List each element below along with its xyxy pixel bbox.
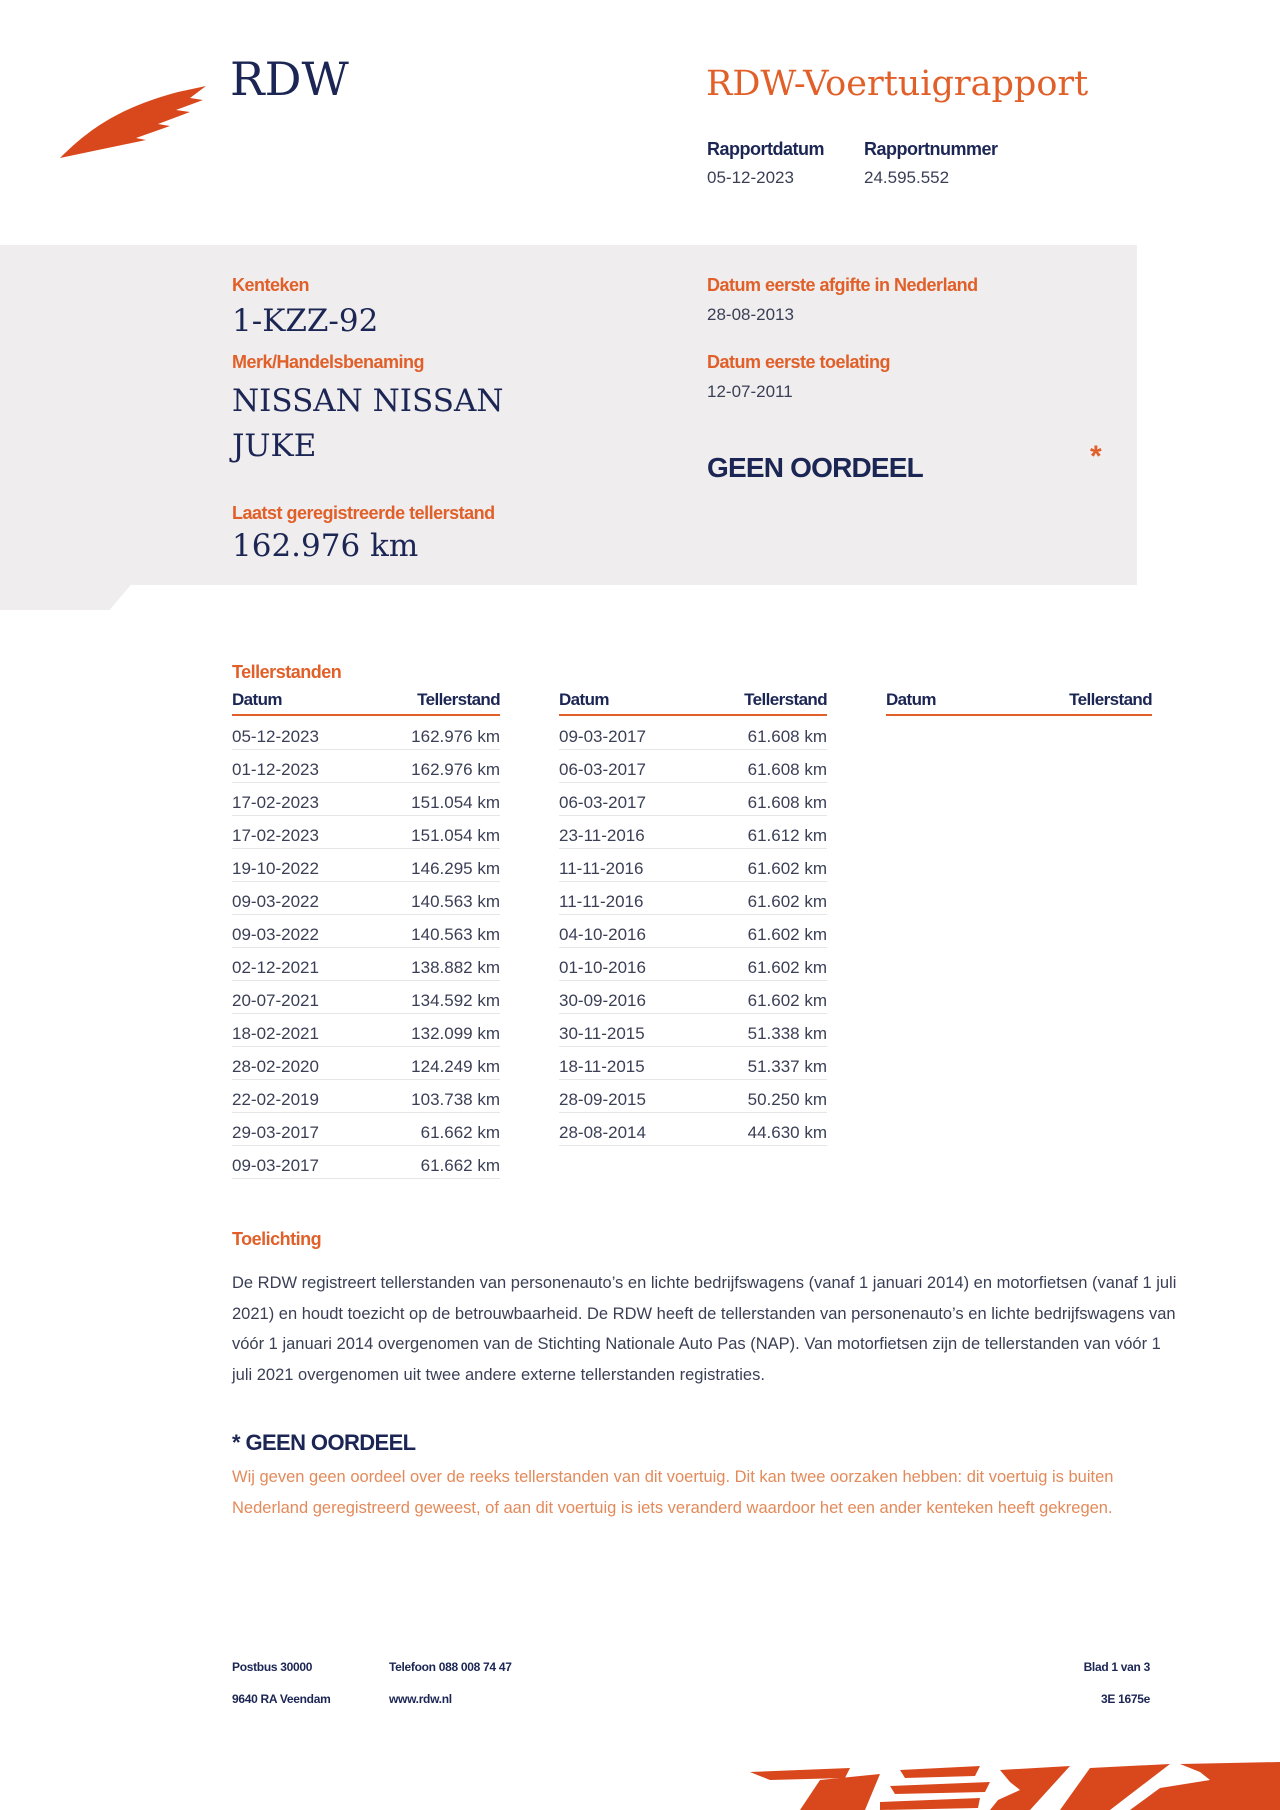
- reading-km: 132.099 km: [411, 1024, 500, 1043]
- reading-km: 51.338 km: [747, 1024, 827, 1043]
- readings-title: Tellerstanden: [232, 662, 342, 682]
- reading-km: 162.976 km: [411, 760, 500, 779]
- reading-date: 19-10-2022: [232, 859, 319, 878]
- table-row: [232, 1146, 500, 1179]
- reading-date: 01-12-2023: [232, 760, 319, 779]
- table-row: [232, 948, 500, 981]
- first-issue-nl-value: 28-08-2013: [707, 305, 794, 324]
- explanation-title: Toelichting: [232, 1229, 322, 1249]
- reading-km: 151.054 km: [411, 826, 500, 845]
- reading-km: 124.249 km: [411, 1057, 500, 1076]
- table-row: [232, 849, 500, 882]
- readings-table-1: [232, 690, 500, 1179]
- reading-date: 17-02-2023: [232, 793, 319, 812]
- reading-km: 103.738 km: [411, 1090, 500, 1109]
- report-number: 24.595.552: [864, 168, 950, 187]
- footer-city: 9640 RA Veendam: [232, 1692, 331, 1706]
- reading-km: 140.563 km: [411, 892, 500, 911]
- reading-km: 61.602 km: [747, 991, 827, 1010]
- make-label: Merk/Handelsbenaming: [232, 352, 425, 372]
- table-row: [559, 1113, 827, 1146]
- table-row: [559, 1014, 827, 1047]
- reading-date: 11-11-2016: [559, 892, 644, 911]
- reading-date: 09-03-2022: [232, 925, 319, 944]
- table-row: [232, 1113, 500, 1146]
- explanation-body: De RDW registreert tellerstanden van personenauto’s en lichte bedrijfswagens (vanaf 1 januari 2014) en motorfietsen (vanaf 1 juli 2021) en houdt toezicht op de betrouwbaarheid. De RDW heeft de tellerstanden van personenauto’s en lichte bedrijfswagens van vóór 1 januari 2014 overgenomen van de Stichting Nationale Auto Pas (NAP). Van motorfietsen zijn de tellerstanden van vóór 1 juli 2021 overgenomen uit twee andere externe tellerstanden registraties.: [232, 1274, 1177, 1384]
- table-row: [232, 1047, 500, 1080]
- first-issue-nl-label: Datum eerste afgifte in Nederland: [707, 275, 978, 295]
- table-row: [559, 981, 827, 1014]
- footer-code: 3E 1675e: [1101, 1692, 1150, 1706]
- report-number-label: Rapportnummer: [864, 139, 998, 159]
- make-value-line2: JUKE: [232, 428, 317, 464]
- col-date-header: Datum: [232, 690, 282, 709]
- table-row: [559, 783, 827, 816]
- reading-date: 28-08-2014: [559, 1123, 646, 1142]
- reading-km: 61.602 km: [747, 859, 827, 878]
- verdict-explanation-body: Wij geven geen oordeel over de reeks tellerstanden van dit voertuig. Dit kan twee oorzaken hebben: dit voertuig is buiten Nederland geregistreerd geweest, of aan dit voertuig is iets veranderd waardoor het een ander kenteken heeft gekregen.: [232, 1468, 1114, 1517]
- reading-date: 18-02-2021: [232, 1024, 319, 1043]
- footer-phone: Telefoon 088 008 74 47: [389, 1660, 512, 1674]
- table-row: [232, 716, 500, 750]
- reading-km: 61.608 km: [747, 727, 827, 746]
- table-row: [559, 1080, 827, 1113]
- decorative-stripes-icon: [730, 1760, 1280, 1810]
- reading-km: 61.662 km: [420, 1123, 500, 1142]
- reading-date: 20-07-2021: [232, 991, 319, 1010]
- table-row: [559, 948, 827, 981]
- table-row: [559, 716, 827, 750]
- reading-km: 61.608 km: [747, 760, 827, 779]
- report-date: 05-12-2023: [707, 168, 794, 187]
- plate-label: Kenteken: [232, 275, 310, 295]
- reading-km: 138.882 km: [411, 958, 500, 977]
- reading-km: 61.602 km: [747, 892, 827, 911]
- reading-date: 28-09-2015: [559, 1090, 646, 1109]
- table-row: [559, 849, 827, 882]
- reading-km: 51.337 km: [747, 1057, 827, 1076]
- readings-rows-2: [559, 716, 827, 1146]
- make-value-line1: NISSAN NISSAN: [232, 383, 504, 419]
- table-row: [232, 783, 500, 816]
- reading-km: 44.630 km: [747, 1123, 827, 1142]
- reading-date: 30-11-2015: [559, 1024, 645, 1043]
- table-row: [232, 750, 500, 783]
- first-admission-label: Datum eerste toelating: [707, 352, 891, 372]
- verdict-marker: *: [1090, 440, 1102, 473]
- readings-table-3: [886, 690, 1152, 716]
- table-row: [232, 981, 500, 1014]
- reading-date: 09-03-2017: [559, 727, 646, 746]
- table-row: [559, 915, 827, 948]
- reading-date: 30-09-2016: [559, 991, 646, 1010]
- reading-date: 06-03-2017: [559, 793, 646, 812]
- report-date-label: Rapportdatum: [707, 139, 824, 159]
- report-title: RDW-Voertuigrapport: [706, 64, 1089, 104]
- reading-km: 50.250 km: [747, 1090, 827, 1109]
- reading-km: 140.563 km: [411, 925, 500, 944]
- table-row: [232, 816, 500, 849]
- reading-date: 22-02-2019: [232, 1090, 319, 1109]
- reading-km: 61.662 km: [420, 1156, 500, 1175]
- vehicle-panel: [0, 245, 1137, 585]
- table-row: [559, 882, 827, 915]
- org-name: RDW: [230, 52, 349, 106]
- reading-km: 61.608 km: [747, 793, 827, 812]
- reading-km: 134.592 km: [411, 991, 500, 1010]
- reading-date: 02-12-2021: [232, 958, 319, 977]
- readings-table-header: [886, 690, 1152, 716]
- readings-rows-1: [232, 716, 500, 1179]
- reading-km: 61.602 km: [747, 958, 827, 977]
- table-row: [559, 1047, 827, 1080]
- reading-km: 61.612 km: [747, 826, 827, 845]
- reading-km: 61.602 km: [747, 925, 827, 944]
- reading-km: 146.295 km: [411, 859, 500, 878]
- table-row: [232, 1014, 500, 1047]
- footer-page: Blad 1 van 3: [1083, 1660, 1150, 1674]
- reading-date: 04-10-2016: [559, 925, 646, 944]
- reading-date: 17-02-2023: [232, 826, 319, 845]
- footer-website[interactable]: www.rdw.nl: [389, 1692, 452, 1706]
- rdw-logo-icon: [58, 80, 208, 160]
- verdict-value: GEEN OORDEEL: [707, 452, 923, 483]
- plate-value: 1-KZZ-92: [232, 303, 379, 339]
- verdict-explanation-title: * GEEN OORDEEL: [232, 1430, 416, 1455]
- col-reading-header: Tellerstand: [744, 690, 827, 709]
- reading-date: 18-11-2015: [559, 1057, 645, 1076]
- table-row: [232, 915, 500, 948]
- reading-date: 09-03-2022: [232, 892, 319, 911]
- readings-table-header: [559, 690, 827, 716]
- readings-table-2: [559, 690, 827, 1146]
- table-row: [559, 816, 827, 849]
- table-row: [232, 1080, 500, 1113]
- readings-table-header: [232, 690, 500, 716]
- col-reading-header: Tellerstand: [1069, 690, 1152, 709]
- reading-date: 06-03-2017: [559, 760, 646, 779]
- footer-postbus: Postbus 30000: [232, 1660, 313, 1674]
- odometer-value: 162.976 km: [232, 528, 419, 564]
- col-date-header: Datum: [559, 690, 609, 709]
- reading-date: 11-11-2016: [559, 859, 644, 878]
- first-admission-value: 12-07-2011: [707, 382, 793, 401]
- reading-date: 28-02-2020: [232, 1057, 319, 1076]
- reading-date: 29-03-2017: [232, 1123, 319, 1142]
- reading-km: 151.054 km: [411, 793, 500, 812]
- reading-date: 05-12-2023: [232, 727, 319, 746]
- table-row: [232, 882, 500, 915]
- reading-date: 01-10-2016: [559, 958, 646, 977]
- table-row: [559, 750, 827, 783]
- reading-date: 23-11-2016: [559, 826, 645, 845]
- reading-km: 162.976 km: [411, 727, 500, 746]
- odometer-label: Laatst geregistreerde tellerstand: [232, 503, 495, 523]
- col-date-header: Datum: [886, 690, 936, 709]
- reading-date: 09-03-2017: [232, 1156, 319, 1175]
- col-reading-header: Tellerstand: [417, 690, 500, 709]
